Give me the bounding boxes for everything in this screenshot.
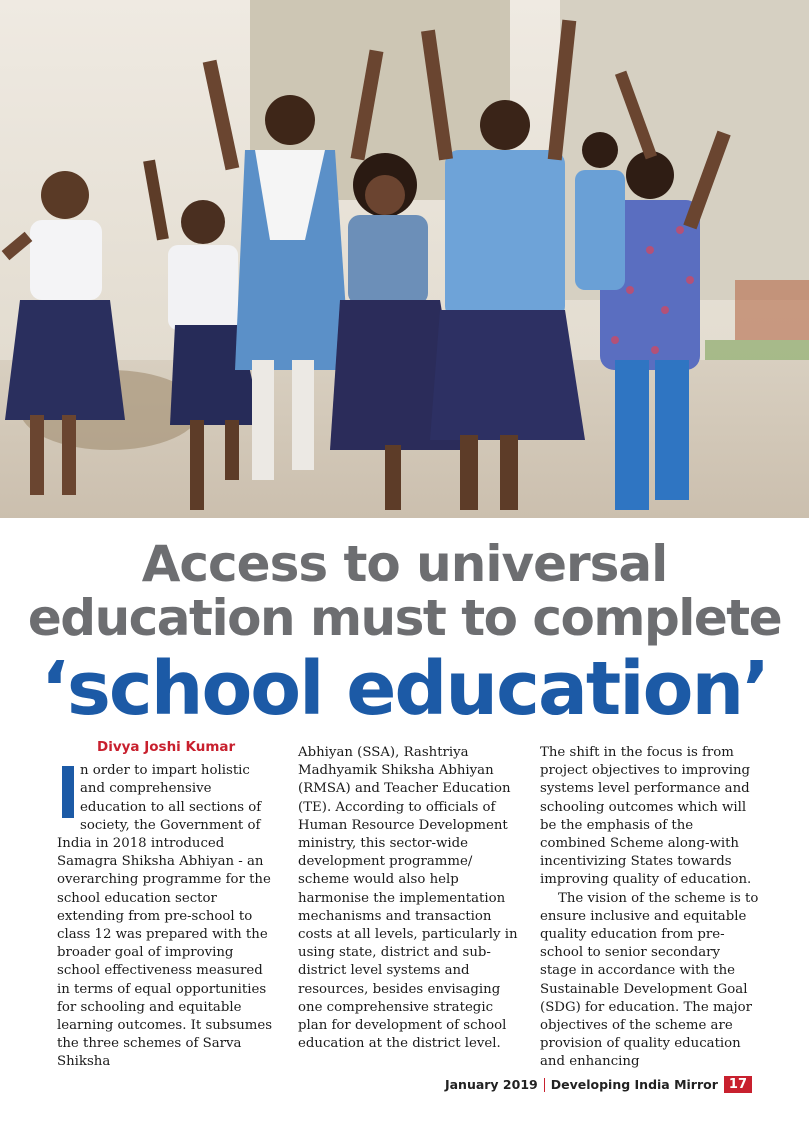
page-footer: [445, 1076, 752, 1093]
hero-photo: [0, 0, 809, 518]
footer-separator: [544, 1078, 545, 1092]
column-3-paragraph-1: The shift in the focus is from project objectives to improving systems level performance and schooling outcomes which will be the emphasis of the combined Scheme along-with incentivizing States towards improving quality of education.: [540, 745, 752, 888]
headline-line-1: Access to universal: [141, 535, 668, 593]
article-column-1: [57, 738, 277, 1072]
footer-date: January 2019: [444, 1077, 538, 1092]
column-3-paragraph-2: The vision of the scheme is to ensure inclusive and equitable quality education from pre-school to senior secondary stage in accordance with the Sustainable Development Goal (SDG) for education. The major objectives of the scheme are provision of quality education and enhancing: [540, 890, 759, 1070]
headline-line-3: ‘school education’: [40, 646, 769, 732]
column-1-text: n order to impart holistic and comprehensive education to all sections of society, the Government of India in 2018 introduced Samagra Shiksha Abhiyan - an overarching programme for the school education sector extending from pre-school to class 12 was prepared with the broader goal of improving school effectiveness measured in terms of equal opportunities for schooling and equitable learning outcomes. It subsumes the three schemes of Sarva Shiksha: [57, 763, 273, 1070]
footer-publication: Developing India Mirror: [550, 1077, 718, 1092]
page-number: 17: [724, 1076, 752, 1093]
headline-line-2: education must to complete: [27, 589, 782, 647]
article-column-2: [298, 744, 518, 1053]
drop-cap-bar: [62, 766, 74, 818]
article-column-3: [540, 744, 760, 1072]
author-byline: Divya Joshi Kumar: [97, 739, 236, 755]
column-2-text: Abhiyan (SSA), Rashtriya Madhyamik Shiksha Abhiyan (RMSA) and Teacher Education (TE). According to officials of Human Resource Development ministry, this sector-wide development programme/ scheme would also help harmonise the implementation mechanisms and transaction costs at all levels, particularly in using state, district and sub-district level systems and resources, besides envisaging one comprehensive strategic plan for development of school education at the district level.: [298, 745, 518, 1052]
